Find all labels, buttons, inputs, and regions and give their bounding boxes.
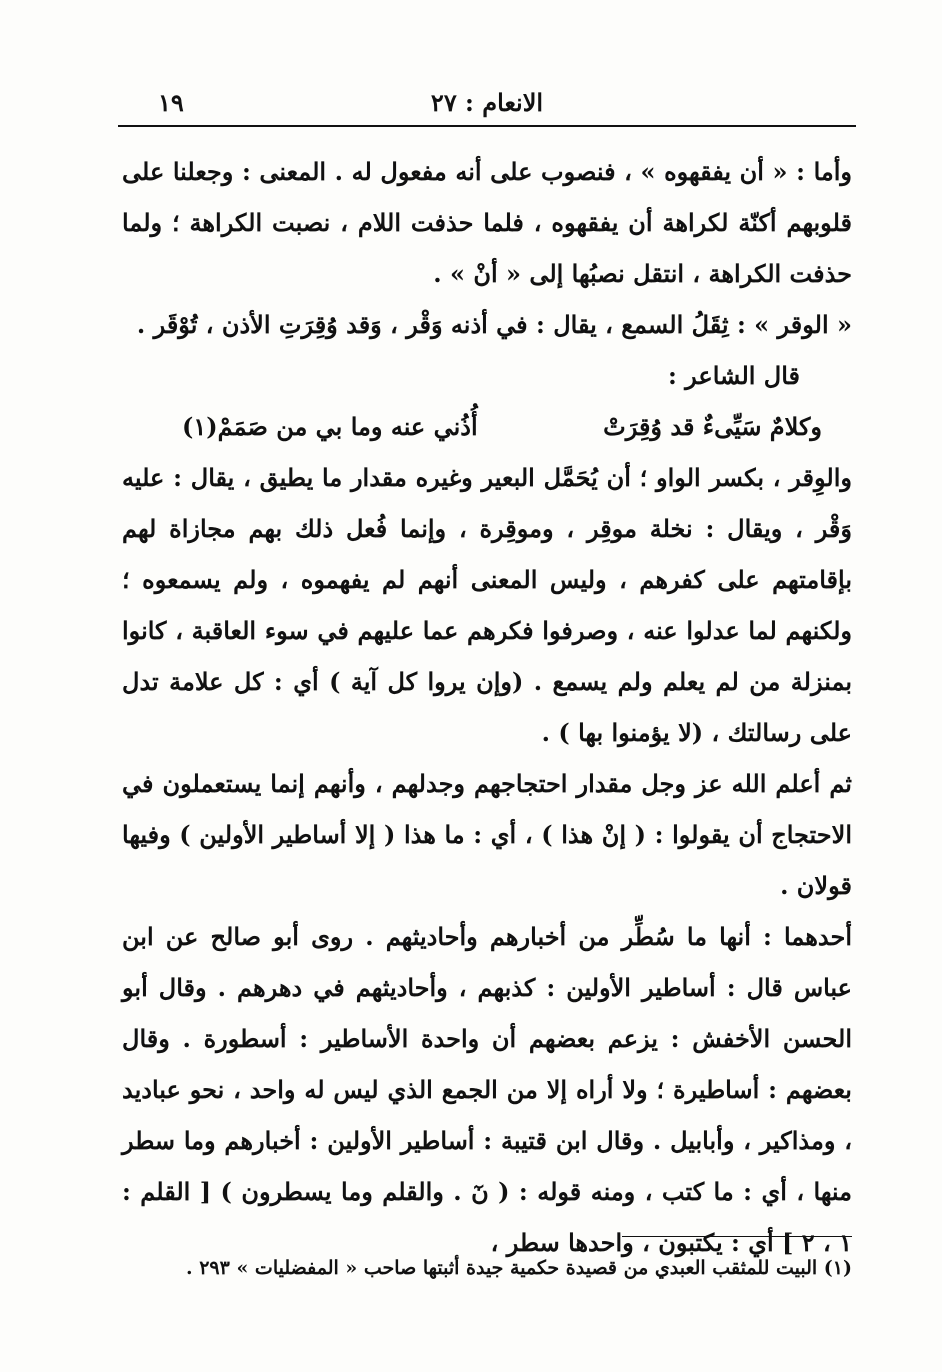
paragraph-al-waqr: « الوقر » : ثِقَلُ السمع ، يقال : في أذنه وَقْر ، وَقد وُقِرَتِ الأذن ، تُوْقَر . <box>136 310 852 339</box>
verse-label: قال الشاعر : <box>667 361 800 390</box>
paragraph-an-yafqahuhu: وأما : « أن يفقهوه » ، فنصوب على أنه مفعول له . المعنى : وجعلنا على قلوبهم أكنّة لكراهة أن يفقهوه ، فلما حذفت اللام ، نصبت الكراهة ؛ ولما حذفت الكراهة ، انتقل نصبُها إلى « أنْ » . <box>122 157 852 288</box>
poetry-verse <box>122 401 852 452</box>
page-header <box>118 88 856 124</box>
paragraph-ihtijaj: ثم أعلم الله عز وجل مقدار احتجاجهم وجدلهم ، وأنهم إنما يستعملون في الاحتجاج أن يقولوا : ( إنْ هذا ) ، أي : ما هذا ( إلا أساطير الأولين ) وفيها قولان . <box>122 769 852 900</box>
footnote: (١) البيت للمثقب العبدي من قصيدة حكمية جيدة أثبتها صاحب « المفضليات » ٢٩٣ . <box>185 1257 852 1279</box>
verse-hemistich-left: أُذُني عنه وما بي من صَمَمْ(١) <box>182 412 478 441</box>
header-rule <box>118 125 856 127</box>
paragraph-asatir: أحدهما : أنها ما سُطِّر من أخبارهم وأحاديثهم . روى أبو صالح عن ابن عباس قال : أساطير الأولين : كذبهم ، وأحاديثهم في دهرهم . وقال أبو الحسن الأخفش : يزعم بعضهم أن واحدة الأساطير : أسطورة . وقال بعضهم : أساطيرة ؛ ولا أراه إلا من الجمع الذي ليس له واحد ، نحو عباديد ، ومذاكير ، وأبابيل . وقال ابن قتيبة : أساطير الأولين : أخبارهم وما سطر منها ، أي : ما كتب ، ومنه قوله : ( نٓ . والقلم وما يسطرون ) [ القلم : ١ ، ٢ ] أي : يكتبون ، واحدها سطر ، <box>122 922 853 1257</box>
main-text <box>122 146 852 1268</box>
running-title: الانعام : ٢٧ <box>430 88 544 117</box>
verse-hemistich-right: وكلامٌ سَيِّىءٌ قد وُقِرَتْ <box>603 412 822 441</box>
paragraph-al-wiqr: والوِقر ، بكسر الواو ؛ أن يُحَمَّل البعير وغيره مقدار ما يطيق ، يقال : عليه وَقْر ، ويقال : نخلة موقِر ، وموقِرة ، وإنما فُعل ذلك بهم مجازاة لهم بإقامتهم على كفرهم ، وليس المعنى أنهم لم يفهموه ، ولم يسمعوه ؛ ولكنهم لما عدلوا عنه ، وصرفوا فكرهم عما عليهم في سوء العاقبة ، كانوا بمنزلة من لم يعلم ولم يسمع . (وإن يروا كل آية ) أي : كل علامة تدل على رسالتك ، (لا يؤمنوا بها ) . <box>122 463 852 747</box>
page-number: ١٩ <box>158 88 184 117</box>
footnote-rule <box>622 1236 852 1237</box>
